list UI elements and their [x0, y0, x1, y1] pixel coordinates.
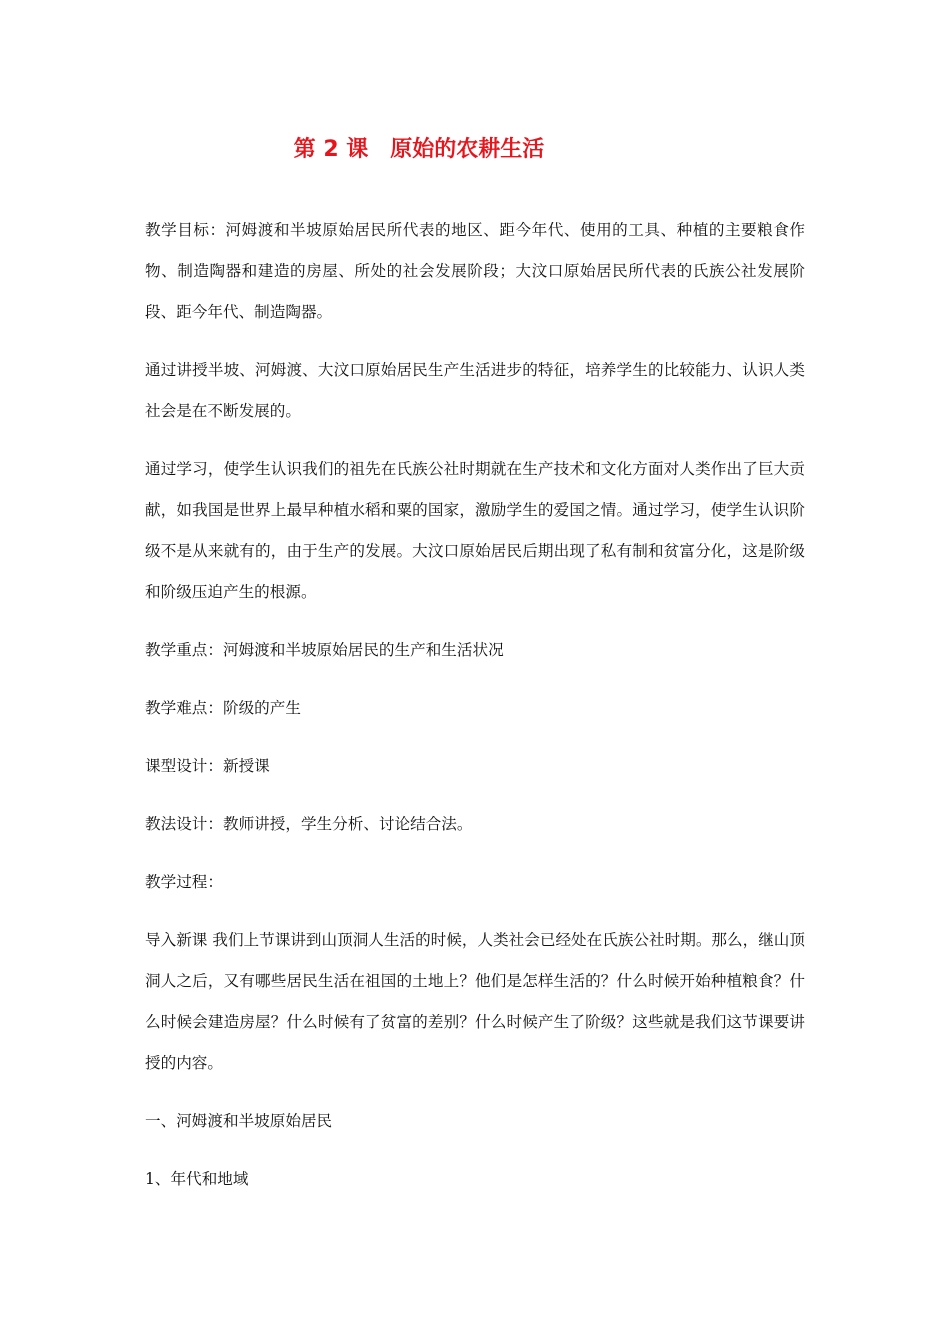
- document-body: [145, 210, 805, 1217]
- section-heading-1: 一、河姆渡和半坡原始居民: [145, 1112, 333, 1130]
- subsection-heading-1: 1、年代和地域: [145, 1170, 249, 1188]
- ability-paragraph: 通过讲授半坡、河姆渡、大汶口原始居民生产生活进步的特征，培养学生的比较能力、认识人类社会是在不断发展的。: [145, 361, 805, 420]
- difficulties-paragraph: 教学难点：阶级的产生: [145, 699, 301, 717]
- values-paragraph: 通过学习，使学生认识我们的祖先在氏族公社时期就在生产技术和文化方面对人类作出了巨大贡献，如我国是世界上最早种植水稻和粟的国家，激励学生的爱国之情。通过学习，使学生认识阶级不是从来就有的，由于生产的发展。大汶口原始居民后期出现了私有制和贫富分化，这是阶级和阶级压迫产生的根源。: [145, 460, 805, 601]
- introduction-paragraph: 导入新课 我们上节课讲到山顶洞人生活的时候，人类社会已经处在氏族公社时期。那么，继山顶洞人之后，又有哪些居民生活在祖国的土地上？他们是怎样生活的？什么时候开始种植粮食？什么时候会建造房屋？什么时候有了贫富的差别？什么时候产生了阶级？这些就是我们这节课要讲授的内容。: [145, 931, 805, 1072]
- lesson-type-paragraph: 课型设计：新授课: [145, 757, 270, 775]
- objectives-paragraph: 教学目标：河姆渡和半坡原始居民所代表的地区、距今年代、使用的工具、种植的主要粮食作物、制造陶器和建造的房屋、所处的社会发展阶段；大汶口原始居民所代表的氏族公社发展阶段、距今年代、制造陶器。: [145, 221, 805, 321]
- teaching-method-paragraph: 教法设计：教师讲授，学生分析、讨论结合法。: [145, 815, 473, 833]
- key-points-paragraph: 教学重点：河姆渡和半坡原始居民的生产和生活状况: [145, 641, 504, 659]
- lesson-title: 第 2 课 原始的农耕生活: [293, 137, 545, 162]
- teaching-process-heading: 教学过程：: [145, 873, 223, 891]
